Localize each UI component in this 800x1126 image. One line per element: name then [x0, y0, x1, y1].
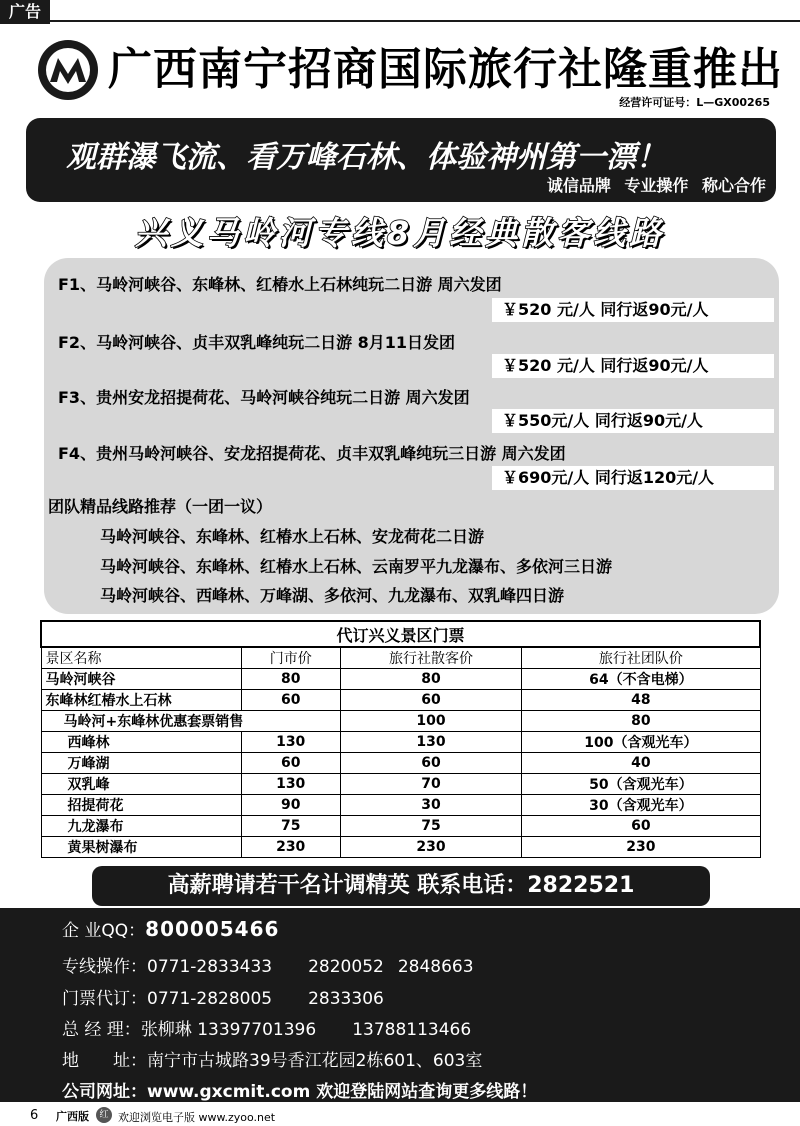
column-header: 旅行社散客价	[340, 647, 521, 669]
contact-qq	[62, 916, 279, 941]
table-header-row	[41, 647, 760, 669]
contact-label: 企 业QQ：	[62, 921, 146, 941]
table-cell: 70	[340, 774, 521, 795]
address-value: 南宁市古城路39号香江花园2栋601、603室	[147, 1051, 483, 1071]
table-cell: 80	[522, 711, 760, 732]
table-cell: 80	[340, 669, 521, 690]
website-line: 公司网址：www.gxcmit.com 欢迎登陆网站查询更多线路！	[62, 1082, 538, 1102]
route-item: F4、贵州马岭河峡谷、安龙招提荷花、贞丰双乳峰纯玩三日游 周六发团	[58, 444, 566, 463]
route-item: F1、马岭河峡谷、东峰林、红椿水上石林纯玩二日游 周六发团	[58, 275, 502, 294]
table-cell: 230	[340, 837, 521, 858]
route-item: F3、贵州安龙招提荷花、马岭河峡谷纯玩二日游 周六发团	[58, 388, 470, 407]
license-number: 经营许可证号：L—GX00265	[619, 96, 770, 109]
table-cell: 130	[241, 774, 340, 795]
recruit-banner: 高薪聘请若干名计调精英 联系电话：2822521	[92, 866, 710, 906]
table-cell: 万峰湖	[41, 753, 241, 774]
table-cell: 双乳峰	[41, 774, 241, 795]
table-cell: 90	[241, 795, 340, 816]
table-cell: 48	[522, 690, 760, 711]
slogan-text: 观群瀑飞流、看万峰石林、体验神州第一漂！	[66, 140, 666, 175]
phone-number: 13788113466	[352, 1020, 472, 1040]
edition-badge: 红	[96, 1107, 112, 1123]
group-route-item: 马岭河峡谷、东峰林、红椿水上石林、云南罗平九龙瀑布、多依河三日游	[100, 557, 613, 576]
contact-label: 总 经 理：	[62, 1020, 141, 1040]
table-cell: 东峰林红椿水上石林	[41, 690, 241, 711]
table-cell: 130	[241, 732, 340, 753]
table-cell: 75	[340, 816, 521, 837]
column-header: 景区名称	[41, 647, 241, 669]
table-row	[41, 816, 760, 837]
table-cell: 西峰林	[41, 732, 241, 753]
route-price: ￥520 元/人 同行返90元/人	[492, 354, 774, 378]
table-cell: 230	[241, 837, 340, 858]
table-row	[41, 795, 760, 816]
group-route-item: 马岭河峡谷、东峰林、红椿水上石林、安龙荷花二日游	[100, 527, 485, 546]
ticket-price-table	[40, 620, 761, 858]
table-cell: 九龙瀑布	[41, 816, 241, 837]
column-header: 旅行社团队价	[522, 647, 760, 669]
contact-address	[62, 1046, 482, 1071]
table-cell: 130	[340, 732, 521, 753]
table-row	[41, 711, 760, 732]
brand-values: 诚信品牌 专业操作 称心合作	[546, 176, 766, 195]
phone-number: 2820052	[308, 957, 384, 977]
table-cell: 60	[522, 816, 760, 837]
footer-website: 欢迎浏览电子版 www.zyoo.net	[118, 1111, 276, 1124]
table-cell: 75	[241, 816, 340, 837]
table-cell: 50（含观光车）	[522, 774, 760, 795]
phone-number: 2848663	[397, 957, 474, 977]
table-cell: 60	[241, 690, 340, 711]
table-cell: 60	[340, 690, 521, 711]
table-cell: 马岭河+东峰林优惠套票销售	[41, 711, 340, 732]
table-cell: 黄果树瀑布	[41, 837, 241, 858]
table-title-row	[41, 621, 760, 647]
slogan-banner	[26, 118, 776, 202]
table-cell: 招提荷花	[41, 795, 241, 816]
table-row	[41, 690, 760, 711]
route-price: ￥690元/人 同行返120元/人	[492, 466, 774, 490]
route-heading: 兴义马岭河专线8月经典散客线路	[134, 214, 666, 252]
contact-label: 门票代订：	[62, 989, 147, 1009]
contact-label: 地 址：	[62, 1051, 147, 1071]
route-price: ￥550元/人 同行返90元/人	[492, 409, 774, 433]
table-cell: 马岭河峡谷	[41, 669, 241, 690]
group-route-item: 马岭河峡谷、西峰林、万峰湖、多依河、九龙瀑布、双乳峰四日游	[100, 586, 565, 605]
table-title: 代订兴义景区门票	[41, 621, 760, 647]
table-cell: 60	[340, 753, 521, 774]
page-number: 6	[30, 1108, 39, 1123]
contact-label: 专线操作：	[62, 957, 147, 977]
route-item: F2、马岭河峡谷、贞丰双乳峰纯玩二日游 8月11日发团	[58, 333, 456, 352]
company-logo	[36, 38, 100, 102]
page-title: 广西南宁招商国际旅行社隆重推出	[108, 44, 783, 95]
table-row	[41, 837, 760, 858]
ad-tag: 广告	[0, 0, 50, 24]
table-row	[41, 669, 760, 690]
page-footer	[0, 1104, 800, 1126]
table-row	[41, 732, 760, 753]
route-price: ￥520 元/人 同行返90元/人	[492, 298, 774, 322]
contact-panel	[0, 908, 800, 1102]
table-cell: 64（不含电梯）	[522, 669, 760, 690]
routes-panel	[44, 258, 779, 614]
group-routes-title: 团队精品线路推荐（一团一议）	[48, 497, 273, 516]
header-rule	[50, 20, 800, 22]
edition-label: 广西版	[56, 1110, 89, 1123]
phone-number: 2833306	[308, 989, 384, 1009]
phone-number: 0771-2833433	[147, 957, 273, 977]
table-cell: 40	[522, 753, 760, 774]
manager-info: 张柳琳 13397701396	[140, 1020, 317, 1040]
contact-ticket	[62, 984, 384, 1009]
contact-manager	[62, 1015, 471, 1040]
table-row	[41, 753, 760, 774]
table-row	[41, 774, 760, 795]
table-cell: 30	[340, 795, 521, 816]
table-cell: 80	[241, 669, 340, 690]
table-cell: 100	[340, 711, 521, 732]
table-cell: 100（含观光车）	[522, 732, 760, 753]
table-cell: 60	[241, 753, 340, 774]
column-header: 门市价	[241, 647, 340, 669]
table-cell: 230	[522, 837, 760, 858]
table-cell: 30（含观光车）	[522, 795, 760, 816]
phone-number: 0771-2828005	[147, 989, 273, 1009]
qq-number: 800005466	[145, 917, 280, 941]
contact-ops	[62, 952, 474, 977]
